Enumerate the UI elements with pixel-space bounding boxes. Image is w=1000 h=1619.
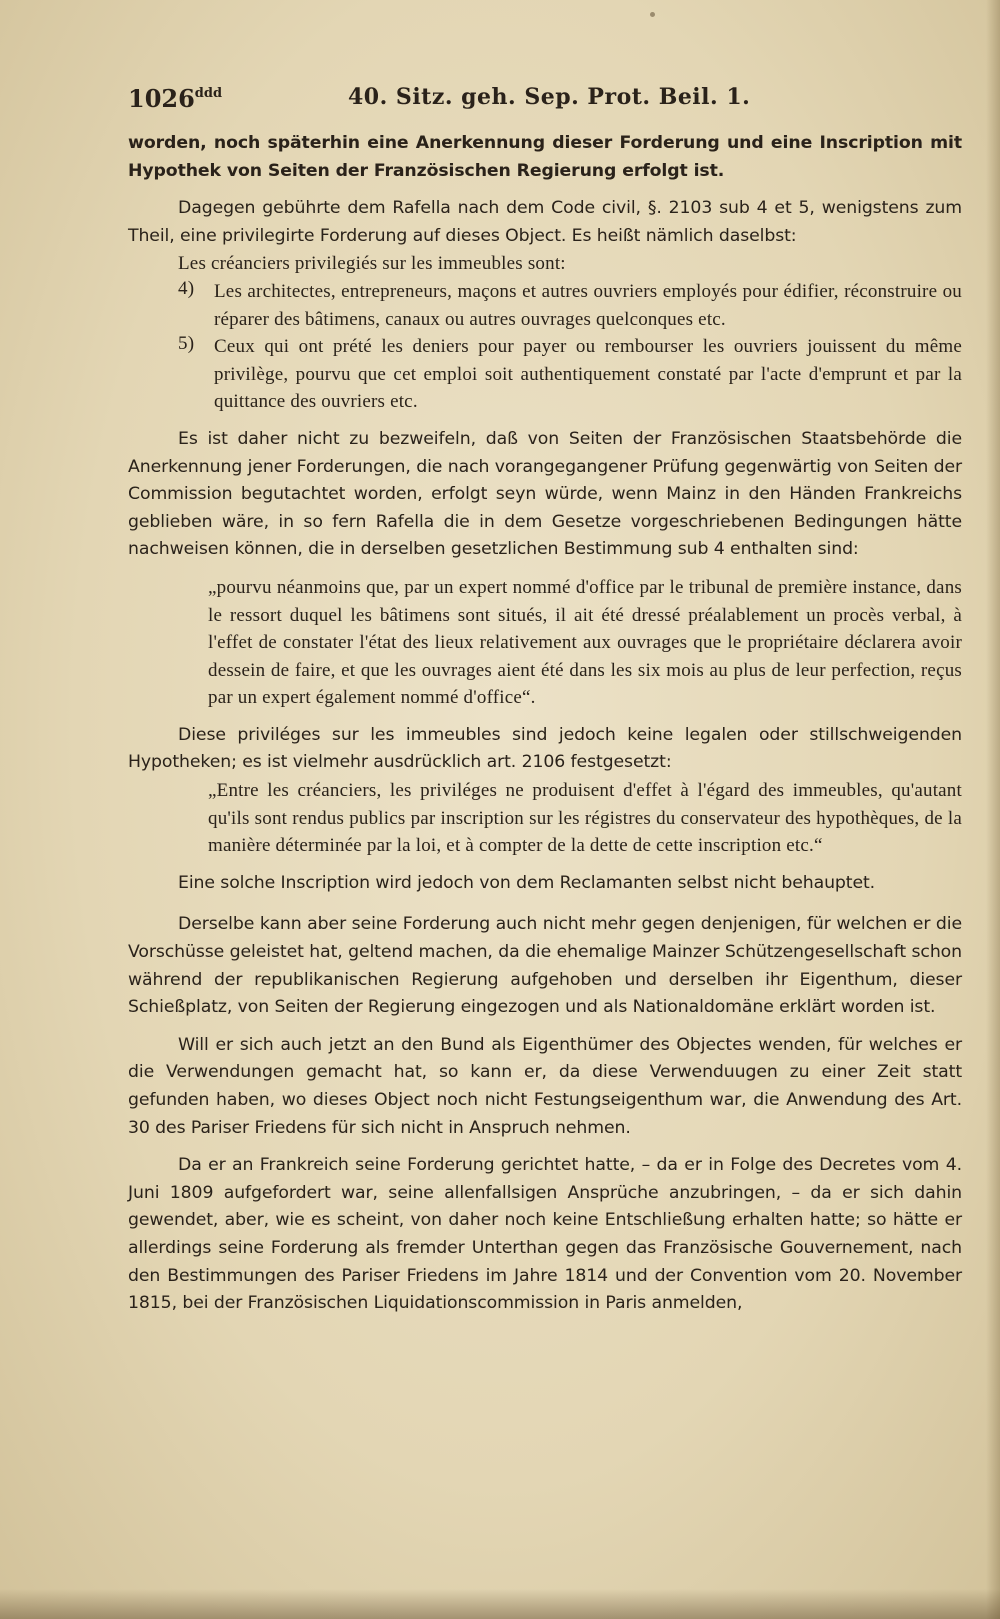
- list-item-4: [178, 278, 962, 333]
- paragraph-3: Les créanciers privilegiés sur les immeubles sont:: [178, 253, 566, 275]
- paragraph-8: Will er sich auch jetzt an den Bund als Eigenthümer des Objectes wenden, für welches er die Verwendungen gemacht hat, so kann er, da diese Verwenduugen zu einer Zeit statt gefunden haben, wo dieses Object noch nicht Festungseigenthum war, die Anwendung des Art. 30 des Pariser Friedens für sich nicht in Anspruch nehmen.: [128, 1034, 962, 1138]
- quote-1: „pourvu néanmoins que, par un expert nommé d'office par le tribunal de première instance, dans le ressort duquel les bâtimens sont situés, il ait été dressé préalablement un procès verbal, à l'effet de constater l'état des lieux relativement aux ouvrages que le propriétaire déclarera avoir dessein de faire, et que les ouvrages aient été dans les six mois au plus de leur perfection, reçus par un expert également nommé d'office“.: [208, 576, 962, 709]
- page-header: [128, 84, 962, 130]
- page-number: $1026^{ddd}$: [128, 84, 223, 113]
- paragraph-1: worden, noch späterhin eine Anerkennung dieser Forderung und eine Inscription mit Hypothek von Seiten der Französischen Regierung erfolgt ist.: [128, 133, 962, 181]
- paragraph-4: Es ist daher nicht zu bezweifeln, daß von Seiten der Französischen Staatsbehörde die Anerkennung jener Forderungen, die nach vorangegangener Prüfung gegenwärtig von Seiten der Commission begutachtet worden, erfolgt seyn würde, wenn Mainz in den Händen Frankreichs geblieben wäre, in so fern Rafella die in dem Gesetze vorgeschriebenen Bedingungen hätte nachweisen können, die in derselben gesetzlichen Bestimmung sub 4 enthalten sind:: [128, 428, 962, 560]
- paragraph-5: Diese priviléges sur les immeubles sind jedoch keine legalen oder stillschweigenden Hypotheken; es ist vielmehr ausdrücklich art. 2106 festgesetzt:: [128, 724, 962, 773]
- list-item-5: [178, 333, 962, 416]
- page-number-suffix: ddd: [194, 86, 223, 101]
- page-bottom-shadow: [0, 1589, 1000, 1619]
- page-edge-shadow: [986, 0, 1000, 1619]
- quote-2: „Entre les créanciers, les priviléges ne produisent d'effet à l'égard des immeubles, qu'autant qu'ils sont rendus publics par inscription sur les régistres du conservateur des hypothèques, de la manière déterminée par la loi, et à compter de la dette de cette inscription etc.“: [208, 780, 962, 857]
- list-number-4: 4): [178, 277, 195, 299]
- paragraph-6: Eine solche Inscription wird jedoch von dem Reclamanten selbst nicht behauptet.: [178, 872, 876, 893]
- paragraph-2: Dagegen gebührte dem Rafella nach dem Code civil, §. 2103 sub 4 et 5, wenigstens zum Theil, eine privilegirte Forderung auf dieses Object. Es heißt nämlich daselbst:: [128, 198, 962, 246]
- ink-speck: [650, 12, 655, 17]
- list-text-5: Ceux qui ont prété les deniers pour payer ou rembourser les ouvriers jouissent du même privilège, pourvu que cet emploi soit authentiquement constaté par l'acte d'emprunt et par la quittance des ouvriers etc.: [214, 336, 962, 413]
- paragraph-9: Da er an Frankreich seine Forderung gerichtet hatte, – da er in Folge des Decretes vom 4. Juni 1809 aufgefordert war, seine allenfallsigen Ansprüche anzubringen, – da er sich dahin gewendet, aber, wie es scheint, von daher noch keine Entschließung erhalten hatte; so hätte er allerdings seine Forderung als fremder Unterthan gegen das Französische Gouvernement, nach den Bestimmungen des Pariser Friedens im Jahre 1814 und der Convention vom 20. November 1815, bei der Französischen Liquidationscommission in Paris anmelden,: [128, 1155, 962, 1314]
- list-number-5: 5): [178, 333, 195, 355]
- list-text-4: Les architectes, entrepreneurs, maçons et autres ouvriers employés pour édifier, réconstruire ou réparer des bâtimens, canaux ou autres ouvrages quelconques etc.: [214, 280, 962, 330]
- paragraph-7: Derselbe kann aber seine Forderung auch nicht mehr gegen denjenigen, für welchen er die Vorschüsse geleistet hat, geltend machen, da die ehemalige Mainzer Schützengesellschaft schon während der republikanischen Regierung aufgehoben und derselben ihr Eigenthum, dieser Schießplatz, von Seiten der Regierung eingezogen und als Nationaldomäne erklärt worden ist.: [128, 914, 962, 1018]
- running-head: 40. Sitz. geh. Sep. Prot. Beil. 1.: [348, 84, 751, 110]
